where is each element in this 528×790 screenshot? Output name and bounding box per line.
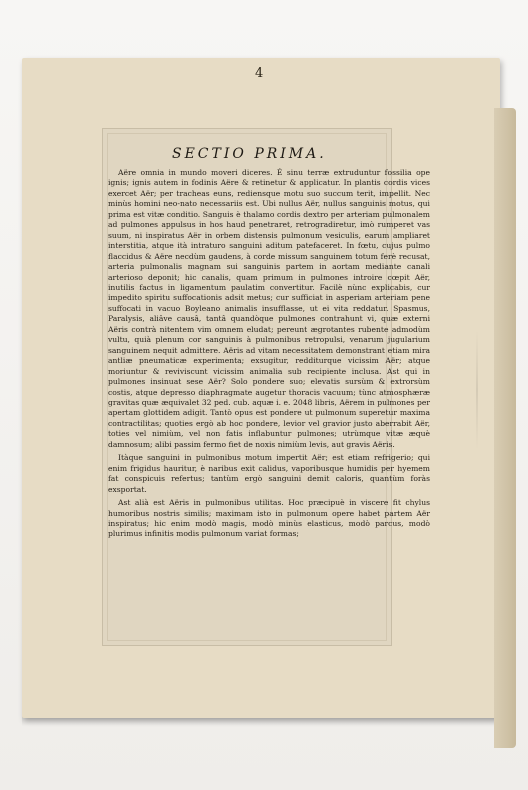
paragraph: Aëre omnia in mundo moveri diceres. É sinu terræ extruduntur fossilia ope ignis; ignis autem in fodinis Aëre & retinetur & applicatur. In plantis cordis vices exercet Aër; per tracheas euns, rediensque motu suo succum terit, impellit. Nec minùs homini neo-nato necessariis est. Ubi nullus Aër, nullus sanguinis motus, qui prima est vitæ conditio. Sanguis è thalamo cordis dextro per arteriam pulmonalem ad pulmones appulsus in hos haud penetraret, retrogradiretur, imò rumperet vas suum, ni inspiratus Aër in orbem distensis pulmonum vesiculis, earum ampliaret interstitia, atque ità intraturo sanguini aditum patefaceret. In fœtu, cujus pulmo flaccidus & Aëre necdùm gaudens, à corde missum sanguinem totum ferè recusat, arteria pulmonalis magnam sui sanguinis partem in aortam mediante canali arterioso deponit; hic canalis, quam primum in pulmones introire cœpit Aër, inutilis factus in ligamentum paulatim convertitur. Facilè nùnc explicabis, cur impedito spiritu suffocationis adsit metus; cur sufficiat in asperiam arteriam pene suffocati in vacuo Boyleano animalis insufflasse, ut ei vita reddatur. Spasmus, Paralysis, aliâve causâ, tantâ quandòque pulmones contrahunt vi, quæ externi Aëris contrà nitentem vim omnem eludat; pereunt ægrotantes rubente admodùm vultu, quià plenum cor sanguinis à pulmonibus retropulsi, venarum jugularium sanguinem nequit admittere. Aëris ad vitam necessitatem demonstrant etiam mira antliæ pneumaticæ experimenta; exsugitur, redditurque vicissim Aër; atque moriuntur & reviviscunt vicissim animalia sub recipiente inclusa. Ast qui in pulmones insinuat sese Aër? Solo pondere suo; elevatis sursùm & extrorsùm costis, atque depresso diaphragmate augetur thoracis vacuum; tùnc atmosphæræ gravitas quæ æquivalet 32 ped. cub. aquæ i. e. 2048 libris, Aërem in pulmones per apertam glottidem adigit. Tantò opus est pondere ut pulmonum superetur maxima contractilitas; quoties ergò ab hoc pondere, levior vel gravior justo aberrabit Aër, toties vel nimiùm, vel non fatis inflabuntur pulmones; utrùmque vitæ æquè damnosum; alibi passim fermo fiet de noxis nimiùm levis, aut gravis Aëris. (108, 168, 430, 449)
page-crease (476, 330, 478, 450)
paragraph: Itàque sanguini in pulmonibus motum impertit Aër; est etiam refrigerio; qui enim frigidus hauritur, è naribus exit calidus, vaporibusque humidis per hyemem fat conspicuis refertus; tantùm ergò sanguini demit caloris, quantùm foràs exsportat. (108, 453, 430, 494)
body-text (108, 168, 430, 543)
paragraph: Ast alià est Aëris in pulmonibus utilitas. Hoc præcipuè in viscere fit chylus humoribus nostris similis; maximam isto in pulmonum opere habet partem Aër inspiratus; hic enim modò magis, modò minùs elasticus, modò parcus, modò plurimus infinitis modis pulmonum variat formas; (108, 498, 430, 539)
page-number: 4 (255, 66, 264, 81)
page-edge (494, 108, 516, 748)
section-heading: SECTIO PRIMA. (172, 146, 327, 162)
